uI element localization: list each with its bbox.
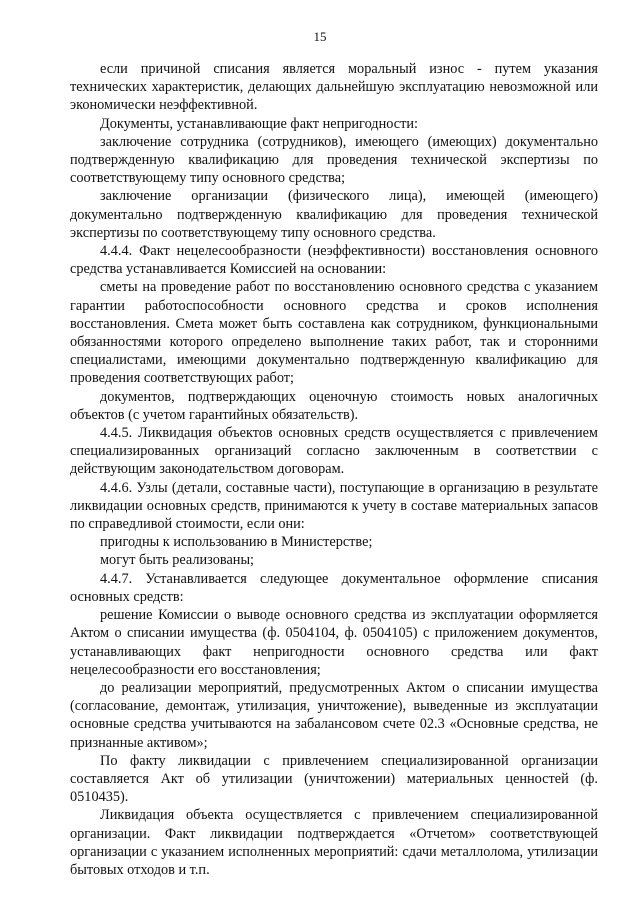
paragraph-4-4-5: 4.4.5. Ликвидация объектов основных средств осуществляется с привлечением специализированных организаций согласно заключенным в соответствии с действующим законодательством договорам. bbox=[70, 425, 598, 478]
paragraph-usable-in-ministry: пригодны к использованию в Министерстве; bbox=[100, 534, 373, 551]
paragraph-employee-conclusion: заключение сотрудника (сотрудников), имеющего (имеющих) документально подтвержденную квалификацию для проведения технической экспертизы по соответствующему типу основного средства; bbox=[70, 133, 598, 187]
paragraph-commission-decision: решение Комиссии о выводе основного средства из эксплуатации оформляется Актом о списании имущества (ф. 0504104, ф. 0504105) с приложением документов, устанавливающих факт непригодности основного средства или факт нецелесообразности его восстановления; bbox=[70, 607, 598, 678]
paragraph-liquidation-report: Ликвидация объекта осуществляется с привлечением специализированной организации. Факт ликвидации подтверждается «Отчетом» соответствующей организации с указанием исполненных мероприятий: сдачи металлолома, утилизации бытовых отходов и т.п. bbox=[70, 807, 598, 878]
paragraph-4-4-7: 4.4.7. Устанавливается следующее документальное оформление списания основных средств: bbox=[70, 570, 598, 605]
page-number: 15 bbox=[313, 29, 327, 44]
paragraph-organization-conclusion: заключение организации (физического лица), имеющей (имеющего) документально подтвержденную квалификацию для проведения технической экспертизы по соответствующему типу основного средства. bbox=[70, 188, 598, 241]
document-body bbox=[70, 60, 598, 879]
paragraph-unfitness-docs-heading: Документы, устанавливающие факт непригодности: bbox=[100, 115, 418, 132]
paragraph-moral-wear: если причиной списания является моральный износ - путем указания технических характеристик, делающих дальнейшую эксплуатацию невозможной или экономически неэффективной. bbox=[70, 61, 598, 114]
paragraph-4-4-4: 4.4.4. Факт нецелесообразности (неэффективности) восстановления основного средства устанавливается Комиссией на основании: bbox=[70, 243, 598, 278]
paragraph-repair-estimate: сметы на проведение работ по восстановлению основного средства с указанием гарантии работоспособности основного средства и сроков исполнения восстановления. Смета может быть составлена как сотрудником, функциональными обязанностями которого определено выполнение таких работ, так и сторонними специалистами, имеющими документально подтвержденную квалификацию для проведения соответствующих работ; bbox=[70, 279, 598, 387]
paragraph-disposal-act: По факту ликвидации с привлечением специализированной организации составляется Акт об утилизации (уничтожении) материальных ценностей (ф. 0510435). bbox=[70, 752, 598, 806]
paragraph-valuation-documents: документов, подтверждающих оценочную стоимость новых аналогичных объектов (с учетом гарантийных обязательств). bbox=[70, 388, 598, 423]
paragraph-can-be-sold: могут быть реализованы; bbox=[100, 552, 255, 569]
paragraph-4-4-6: 4.4.6. Узлы (детали, составные части), поступающие в организацию в результате ликвидации основных средств, принимаются к учету в составе материальных запасов по справедливой стоимости, если они: bbox=[70, 479, 598, 533]
paragraph-off-balance-accounting: до реализации мероприятий, предусмотренных Актом о списании имущества (согласование, демонтаж, утилизация, уничтожение), выведенные из эксплуатации основные средства учитываются на забалансовом счете 02.3 «Основные средства, не признанные активом»; bbox=[70, 679, 598, 751]
